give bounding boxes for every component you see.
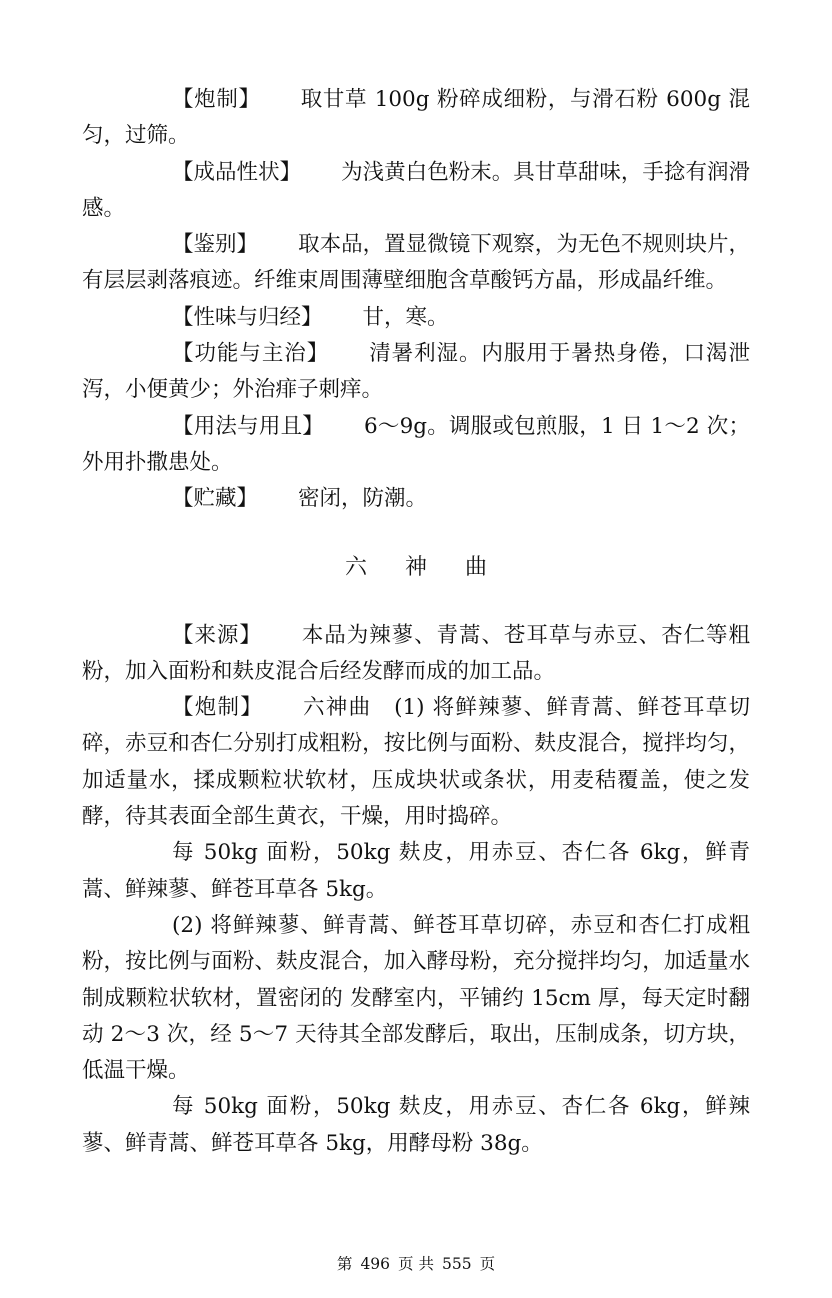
section-heading: 【炮制】	[172, 695, 264, 721]
paragraph-text: 六神曲 (1) 将鲜辣蓼、鲜青蒿、鲜苍耳草切碎，赤豆和杏仁分别打成粗粉，按比例与面粉、麸皮混合，搅拌均匀，加适量水，揉成颗粒状软材，压成块状或条状，用麦秸覆盖，使之发酵，待其表面全部生黄衣，干燥，用时捣碎。	[82, 695, 750, 830]
paragraph-xingwei-guijing	[82, 300, 750, 336]
paragraph-paozhi-liushenqu	[82, 690, 750, 835]
page-number: 496	[360, 1255, 391, 1273]
footer-middle: 页 共	[398, 1255, 434, 1273]
footer-suffix: 页	[479, 1255, 496, 1273]
paragraph-text: 为浅黄白色粉末。具甘草甜味，手捻有润滑感。	[82, 159, 750, 221]
page-footer	[0, 1253, 832, 1275]
paragraph-text: 甘，寒。	[362, 304, 449, 330]
paragraph-text: 密闭，防潮。	[298, 486, 428, 512]
document-page	[82, 82, 750, 1162]
total-pages: 555	[441, 1255, 472, 1273]
section-heading: 【功能与主治】	[172, 341, 330, 367]
paragraph-gongneng-zhuzhi	[82, 336, 750, 409]
paragraph-text: 6～9g。调服或包煎服，1 日 1～2 次；外用扑撒患处。	[82, 413, 750, 475]
paragraph-laiyuan	[82, 618, 750, 691]
paragraph-text: 本品为辣蓼、青蒿、苍耳草与赤豆、杏仁等粗粉，加入面粉和麸皮混合后经发酵而成的加工品。	[82, 622, 750, 684]
paragraph-text: 每 50kg 面粉，50kg 麸皮，用赤豆、杏仁各 6kg，鲜辣蓼、鲜青蒿、鲜苍耳草各 5kg，用酵母粉 38g。	[82, 1094, 750, 1156]
paragraph-yongfa-yongliang	[82, 409, 750, 482]
section-heading: 【鉴别】	[172, 232, 259, 258]
section-heading: 【成品性状】	[172, 159, 302, 185]
paragraph-recipe-1	[82, 835, 750, 908]
paragraph-zhucang	[82, 481, 750, 517]
paragraph-text: 每 50kg 面粉，50kg 麸皮，用赤豆、杏仁各 6kg，鲜青蒿、鲜辣蓼、鲜苍耳草各 5kg。	[82, 840, 750, 902]
section-heading: 【来源】	[172, 622, 262, 648]
paragraph-text: 取本品，置显微镜下观察，为无色不规则块片，有层层剥落痕迹。纤维束周围薄壁细胞含草酸钙方晶，形成晶纤维。	[82, 232, 750, 294]
section-heading: 【炮制】	[172, 87, 261, 112]
paragraph-text: (2) 将鲜辣蓼、鲜青蒿、鲜苍耳草切碎，赤豆和杏仁打成粗粉，按比例与面粉、麸皮混合，加入酵母粉，充分搅拌均匀，加适量水制成颗粒状软材，置密闭的 发酵室内，平铺约 15cm 厚，每天定时翻动 2～3 次，经 5～7 天待其全部发酵后，取出，压制成条，切方块，低温干燥。	[82, 912, 750, 1084]
footer-prefix: 第	[336, 1255, 353, 1273]
paragraph-jianbie	[82, 227, 750, 300]
paragraph-text: 取甘草 100g 粉碎成细粉，与滑石粉 600g 混匀，过筛。	[82, 87, 750, 149]
paragraph-method-2	[82, 908, 750, 1089]
section-heading: 【贮藏】	[172, 486, 259, 512]
section-heading: 【性味与归经】	[172, 304, 323, 330]
paragraph-paozhi	[82, 82, 750, 155]
section-title: 六神曲	[344, 554, 525, 580]
section-heading: 【用法与用且】	[172, 413, 324, 439]
paragraph-text: 清暑利湿。内服用于暑热身倦，口渴泄泻，小便黄少；外治痱子刺痒。	[82, 341, 750, 403]
paragraph-recipe-2	[82, 1089, 750, 1162]
paragraph-chengpin-xingzhuang	[82, 155, 750, 228]
